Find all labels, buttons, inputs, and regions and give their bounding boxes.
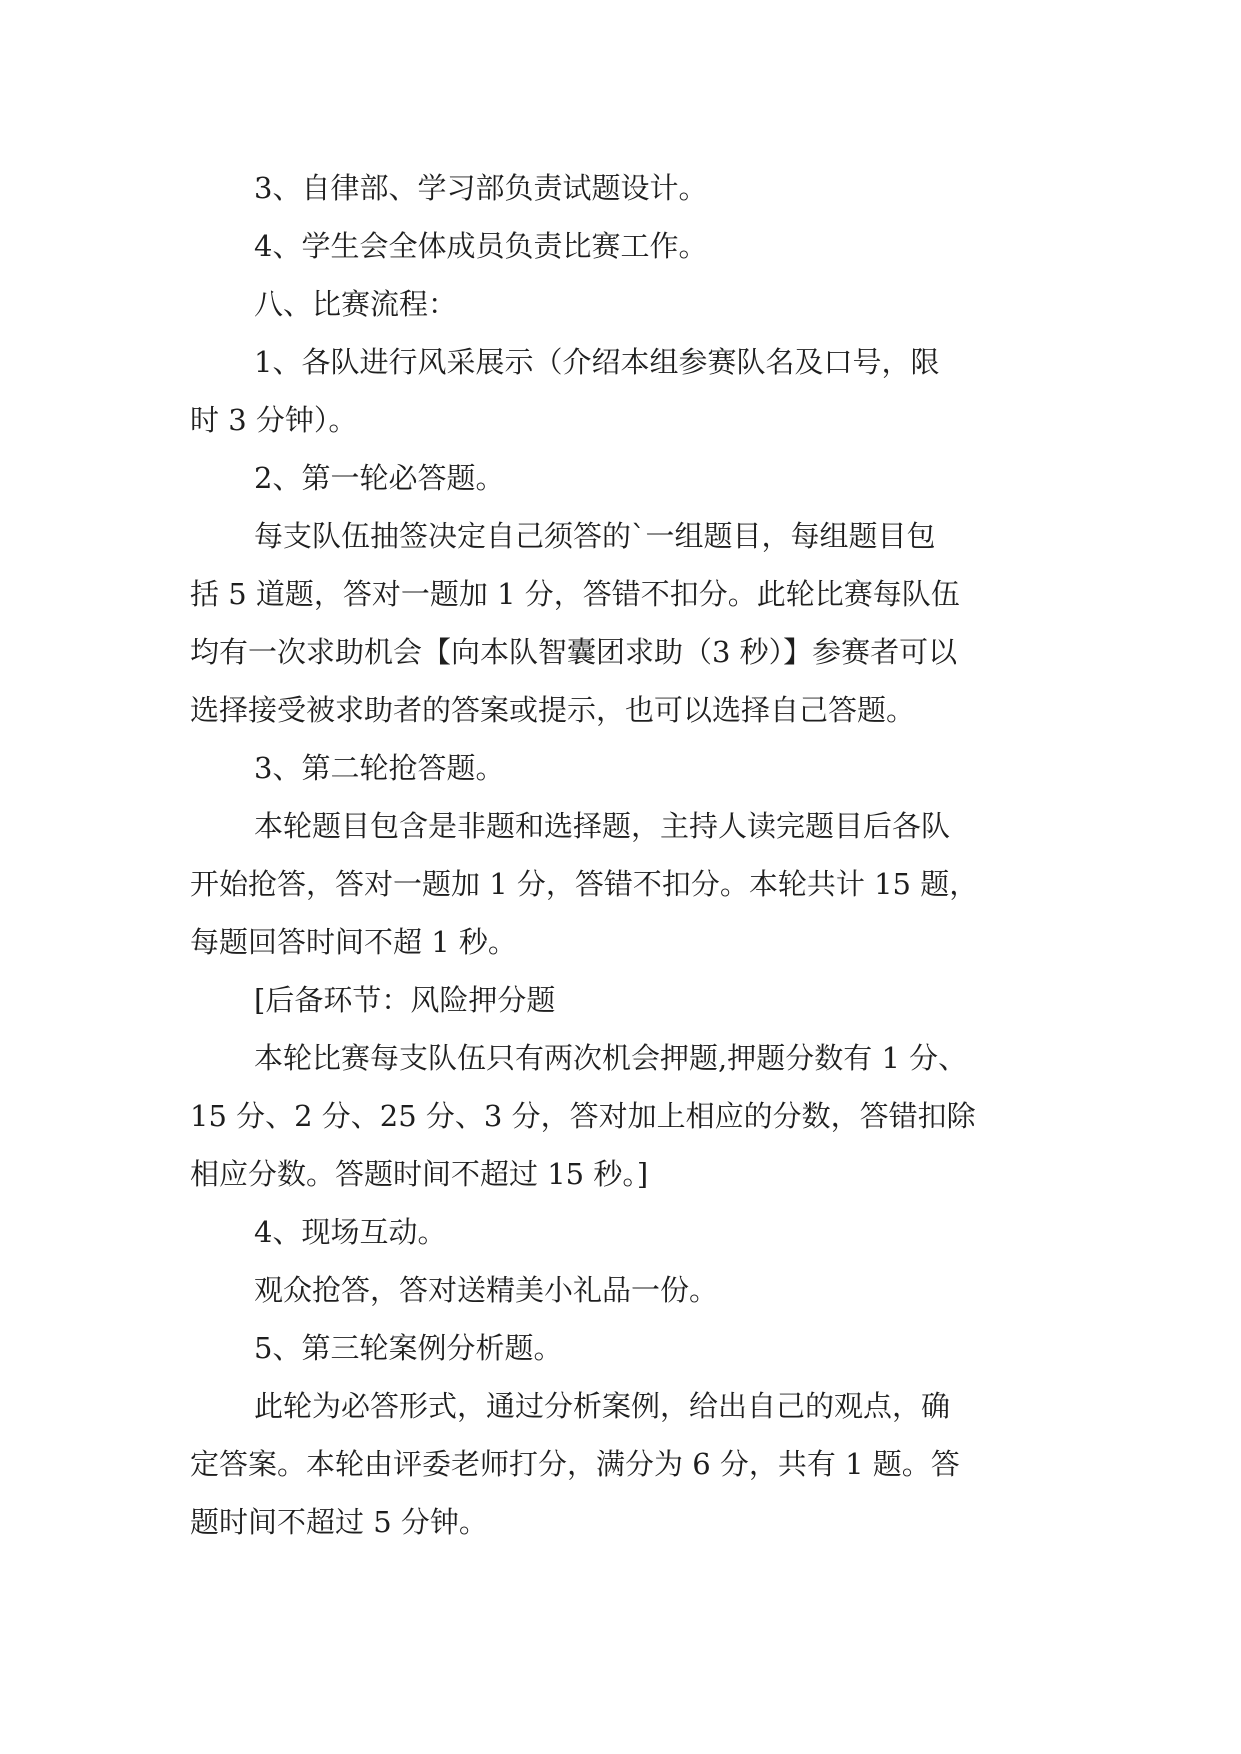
text-line: 3、自律部、学习部负责试题设计。	[254, 171, 708, 205]
document-body	[190, 159, 1050, 1551]
text-line: 5、第三轮案例分析题。	[254, 1331, 563, 1365]
paragraph	[190, 797, 1050, 971]
text-line: 4、现场互动。	[254, 1215, 447, 1249]
text-line: 2、第一轮必答题。	[254, 461, 505, 495]
paragraph	[190, 217, 1050, 275]
paragraph	[190, 159, 1050, 217]
text-line: 每支队伍抽签决定自己须答的`一组题目，每组题目包	[254, 519, 936, 553]
paragraph	[190, 1377, 1050, 1551]
paragraph	[190, 739, 1050, 797]
text-line: 本轮比赛每支队伍只有两次机会押题,押题分数有 1 分、	[254, 1041, 968, 1075]
text-line: [后备环节：风险押分题	[254, 983, 556, 1017]
text-line: 此轮为必答形式，通过分析案例，给出自己的观点，确	[254, 1389, 951, 1423]
text-line: 15 分、2 分、25 分、3 分，答对加上相应的分数，答错扣除	[190, 1099, 976, 1133]
text-line: 均有一次求助机会【向本队智囊团求助（3 秒）】参赛者可以	[190, 635, 958, 669]
text-line: 3、第二轮抢答题。	[254, 751, 505, 785]
text-line: 时 3 分钟）。	[190, 403, 358, 437]
paragraph	[190, 507, 1050, 739]
text-line: 每题回答时间不超 1 秒。	[190, 925, 517, 959]
text-line: 1、各队进行风采展示（介绍本组参赛队名及口号，限	[254, 345, 940, 379]
paragraph	[190, 449, 1050, 507]
text-line: 题时间不超过 5 分钟。	[190, 1505, 488, 1539]
paragraph	[190, 1319, 1050, 1377]
paragraph	[190, 333, 1050, 449]
text-line: 4、学生会全体成员负责比赛工作。	[254, 229, 708, 263]
section-heading	[190, 275, 1050, 333]
paragraph	[190, 1203, 1050, 1261]
text-line: 本轮题目包含是非题和选择题，主持人读完题目后各队	[254, 809, 951, 843]
text-line: 相应分数。答题时间不超过 15 秒。]	[190, 1157, 649, 1191]
text-line: 括 5 道题，答对一题加 1 分，答错不扣分。此轮比赛每队伍	[190, 577, 960, 611]
text-line: 观众抢答，答对送精美小礼品一份。	[254, 1273, 719, 1307]
paragraph	[190, 1029, 1050, 1203]
text-line: 八、比赛流程：	[254, 287, 458, 321]
paragraph	[190, 1261, 1050, 1319]
text-line: 选择接受被求助者的答案或提示，也可以选择自己答题。	[190, 693, 916, 727]
text-line: 定答案。本轮由评委老师打分，满分为 6 分，共有 1 题。答	[190, 1447, 960, 1481]
paragraph	[190, 971, 1050, 1029]
text-line: 开始抢答，答对一题加 1 分，答错不扣分。本轮共计 15 题，	[190, 867, 979, 901]
